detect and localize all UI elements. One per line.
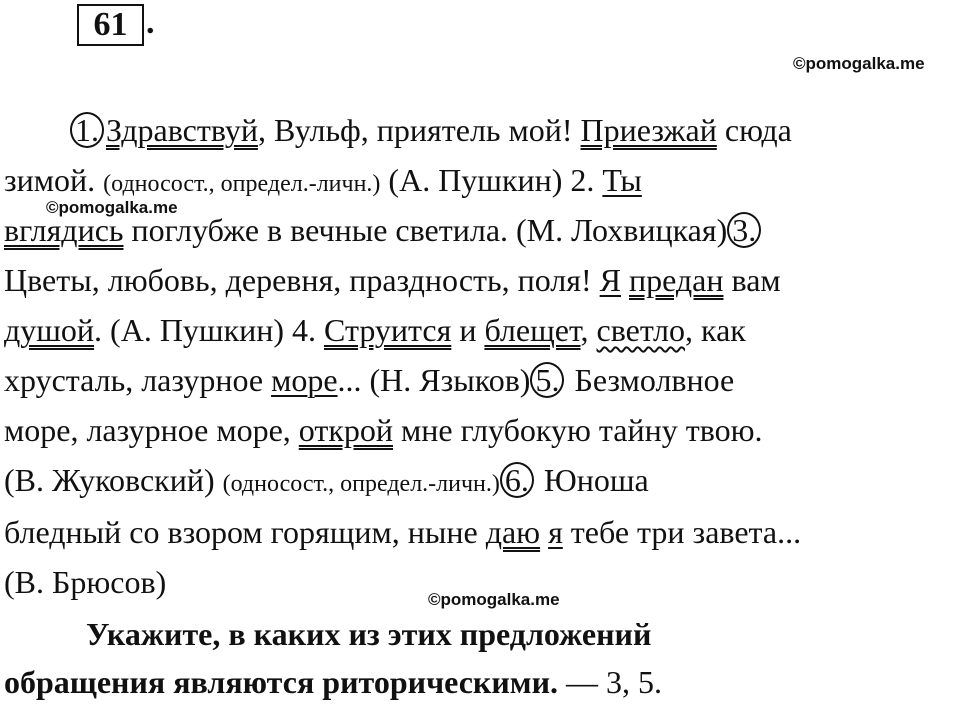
text-fragment: тебе три завета... xyxy=(562,514,802,550)
watermark-top: ©pomogalka.me xyxy=(793,54,925,73)
watermark-left: ©pomogalka.me xyxy=(46,198,178,217)
text-fragment: , Вульф, приятель мой! xyxy=(257,112,581,148)
subject-word: Я xyxy=(599,262,621,298)
predicate-word: даю xyxy=(485,514,541,550)
question-text: обращения являются риторическими. xyxy=(4,664,559,700)
question-line-1: Укажите, в каких из этих предложений xyxy=(86,616,652,652)
answer-text: — 3, 5. xyxy=(558,664,663,700)
text-line-8 xyxy=(4,460,649,504)
text-line-4 xyxy=(4,260,781,300)
sentence-annotation: (односост., определ.-личн.) xyxy=(222,471,500,497)
predicate-word: Струится xyxy=(324,312,452,348)
text-fragment: (В. Брюсов) xyxy=(4,564,167,600)
text-fragment: (А. Пушкин) 2. xyxy=(380,162,603,198)
text-line-3 xyxy=(4,210,763,250)
text-fragment: , xyxy=(580,312,597,348)
text-line-5 xyxy=(4,310,746,350)
text-fragment: , как xyxy=(685,312,746,348)
predicate-word: Приезжай xyxy=(580,112,717,148)
text-line-7 xyxy=(4,410,763,450)
predicate-word: вглядись xyxy=(4,212,124,248)
subject-word: я xyxy=(548,514,563,550)
sentence-number-5: 5. xyxy=(530,362,564,398)
sentence-number-6: 6. xyxy=(500,462,534,498)
predicate-word: блещет xyxy=(484,312,581,348)
text-line-6 xyxy=(4,360,734,400)
subject-word: Ты xyxy=(602,162,642,198)
subject-word: море xyxy=(271,362,338,398)
text-fragment: сюда xyxy=(716,112,792,148)
text-line-1 xyxy=(70,110,792,150)
exercise-number-dot: . xyxy=(146,4,155,41)
adverbial-word: светло xyxy=(596,312,685,348)
text-fragment: ... (Н. Языков) xyxy=(337,362,531,398)
text-fragment: Юноша xyxy=(535,462,649,498)
question-line-2 xyxy=(4,662,662,702)
sentence-annotation: (односост., определ.-личн.) xyxy=(103,171,381,197)
address-word: Здравствуй xyxy=(106,112,258,148)
sentence-number-1: 1. xyxy=(70,112,104,148)
text-fragment: поглубже в вечные светила. (М. Лохвицкая) xyxy=(123,212,728,248)
text-fragment: Безмолвное xyxy=(566,362,735,398)
text-fragment: зимой. xyxy=(4,162,104,198)
predicate-word: открой xyxy=(298,412,393,448)
text-fragment: бледный со взором горящим, ныне xyxy=(4,514,486,550)
text-line-2 xyxy=(4,160,642,204)
text-fragment: море, лазурное море, xyxy=(4,412,299,448)
text-fragment: Цветы, любовь, деревня, праздность, поля! xyxy=(4,262,600,298)
text-fragment xyxy=(621,262,629,298)
text-fragment: . (А. Пушкин) 4. xyxy=(94,312,325,348)
exercise-number: 61 xyxy=(77,4,144,46)
text-fragment: (В. Жуковский) xyxy=(4,462,223,498)
predicate-word: предан xyxy=(628,262,724,298)
text-line-9 xyxy=(4,512,801,552)
text-fragment: вам xyxy=(723,262,781,298)
predicate-word: душой xyxy=(4,312,95,348)
text-fragment: хрусталь, лазурное xyxy=(4,362,272,398)
text-fragment xyxy=(540,514,548,550)
text-line-10 xyxy=(4,562,166,602)
text-fragment: и xyxy=(451,312,485,348)
sentence-number-3: 3. xyxy=(727,212,761,248)
text-fragment: мне глубокую тайну твою. xyxy=(393,412,763,448)
watermark-bottom: ©pomogalka.me xyxy=(428,590,560,609)
